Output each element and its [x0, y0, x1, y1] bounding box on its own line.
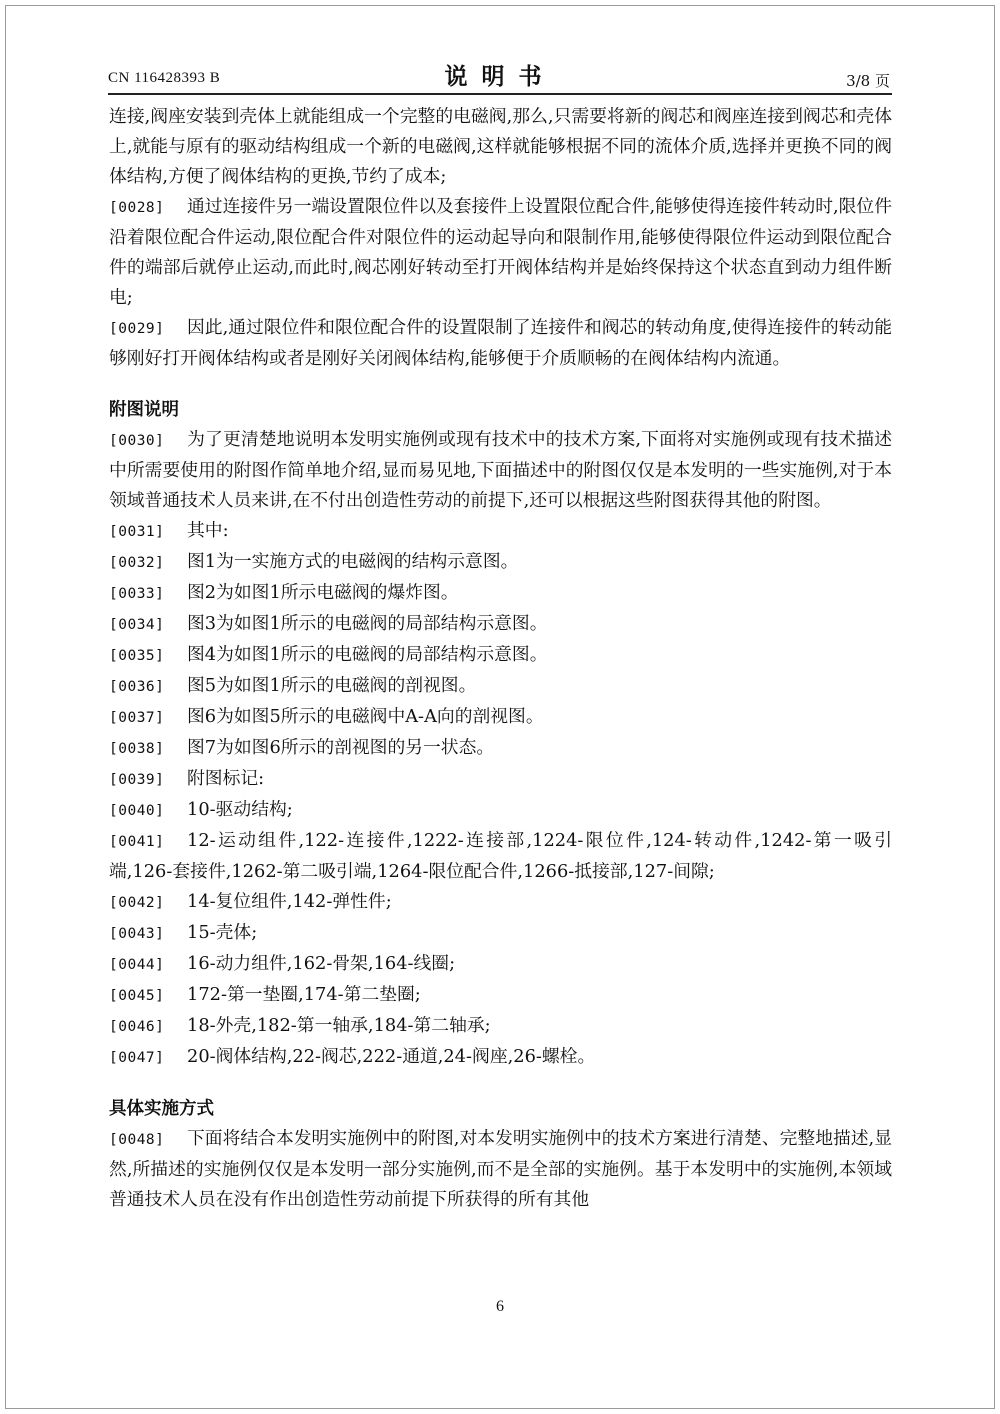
- paragraph: [109, 102, 892, 192]
- paragraph: [109, 425, 892, 516]
- paragraph: [109, 671, 892, 702]
- paragraph-number: [0036]: [109, 679, 165, 695]
- section-heading: 附图说明: [109, 400, 179, 420]
- paragraph-text: 15-壳体;: [187, 922, 258, 943]
- paragraph-text: 14-复位组件,142-弹性件;: [187, 891, 392, 912]
- paragraph-text: 下面将结合本发明实施例中的附图,对本发明实施例中的技术方案进行清楚、完整地描述,显然,所描述的实施例仅仅是本发明一部分实施例,而不是全部的实施例。基于本发明中的实施例,本领域普通技术人员在没有作出创造性劳动前提下所获得的所有其他: [109, 1128, 892, 1210]
- paragraph-number: [0029]: [109, 321, 165, 337]
- section-gap: [109, 374, 892, 395]
- paragraph-number: [0034]: [109, 617, 165, 633]
- paragraph-text: 172-第一垫圈,174-第二垫圈;: [187, 984, 421, 1005]
- paragraph-number: [0039]: [109, 772, 165, 788]
- paragraph-number: [0038]: [109, 741, 165, 757]
- paragraph: [109, 887, 892, 918]
- paragraph-number: [0048]: [109, 1132, 165, 1148]
- paragraph-text: 为了更清楚地说明本发明实施例或现有技术中的技术方案,下面将对实施例或现有技术描述中所需要使用的附图作简单地介绍,显而易见地,下面描述中的附图仅仅是本发明的一些实施例,对于本领域普通技术人员来讲,在不付出创造性劳动的前提下,还可以根据这些附图获得其他的附图。: [109, 429, 892, 511]
- paragraph: [109, 1124, 892, 1215]
- paragraph-number: [0044]: [109, 957, 165, 973]
- paragraph: [109, 1011, 892, 1042]
- paragraph-number: [0035]: [109, 648, 165, 664]
- section-gap: [109, 1073, 892, 1094]
- paragraph: [109, 795, 892, 826]
- paragraph-number: [0045]: [109, 988, 165, 1004]
- paragraph-text: 图4为如图1所示的电磁阀的局部结构示意图。: [187, 644, 548, 665]
- paragraph: [109, 313, 892, 374]
- paragraph-number: [0042]: [109, 895, 165, 911]
- paragraph-text: 附图标记:: [187, 768, 265, 789]
- paragraph: [109, 702, 892, 733]
- paragraph-text: 图7为如图6所示的剖视图的另一状态。: [187, 737, 495, 758]
- paragraph-text: 因此,通过限位件和限位配合件的设置限制了连接件和阀芯的转动角度,使得连接件的转动能够刚好打开阀体结构或者是刚好关闭阀体结构,能够便于介质顺畅的在阀体结构内流通。: [109, 317, 892, 369]
- paragraph: [109, 640, 892, 671]
- document-body: [109, 102, 892, 1215]
- paragraph-text: 图5为如图1所示的电磁阀的剖视图。: [187, 675, 477, 696]
- paragraph: [109, 980, 892, 1011]
- paragraph: [109, 733, 892, 764]
- paragraph: [109, 1042, 892, 1073]
- paragraph-number: [0041]: [109, 834, 165, 850]
- paragraph: [109, 609, 892, 640]
- paragraph-number: [0047]: [109, 1050, 165, 1066]
- paragraph-text: 连接,阀座安装到壳体上就能组成一个完整的电磁阀,那么,只需要将新的阀芯和阀座连接到阀芯和壳体上,就能与原有的驱动结构组成一个新的电磁阀,这样就能够根据不同的流体介质,选择并更换不同的阀体结构,方便了阀体结构的更换,节约了成本;: [109, 106, 892, 187]
- paragraph: [109, 764, 892, 795]
- paragraph-text: 通过连接件另一端设置限位件以及套接件上设置限位配合件,能够使得连接件转动时,限位件沿着限位配合件运动,限位配合件对限位件的运动起导向和限制作用,能够使得限位件运动到限位配合件的端部后就停止运动,而此时,阀芯刚好转动至打开阀体结构并是始终保持这个状态直到动力组件断电;: [109, 196, 892, 308]
- patent-number: CN 116428393 B: [108, 70, 221, 86]
- paragraph: [109, 192, 892, 313]
- paragraph-text: 图3为如图1所示的电磁阀的局部结构示意图。: [187, 613, 548, 634]
- paragraph: [109, 547, 892, 578]
- paragraph: [109, 918, 892, 949]
- paragraph: [109, 949, 892, 980]
- paragraph-text: 图1为一实施方式的电磁阀的结构示意图。: [187, 551, 519, 572]
- paragraph: [109, 516, 892, 547]
- page-title: 说明书: [444, 63, 556, 90]
- paragraph-text: 图2为如图1所示电磁阀的爆炸图。: [187, 582, 459, 603]
- page-indicator: 3/8 页: [846, 72, 890, 90]
- paragraph-text: 图6为如图5所示的电磁阀中A-A向的剖视图。: [187, 706, 544, 727]
- paragraph: [109, 578, 892, 609]
- paragraph-number: [0043]: [109, 926, 165, 942]
- paragraph-number: [0031]: [109, 524, 165, 540]
- paragraph-text: 10-驱动结构;: [187, 799, 293, 820]
- paragraph-number: [0037]: [109, 710, 165, 726]
- page-number: 6: [496, 1298, 504, 1315]
- paragraph: [109, 826, 892, 887]
- paragraph-text: 18-外壳,182-第一轴承,184-第二轴承;: [187, 1015, 491, 1036]
- paragraph-text: 12-运动组件,122-连接件,1222-连接部,1224-限位件,124-转动件,1242-第一吸引端,126-套接件,1262-第二吸引端,1264-限位配合件,1266-抵接部,127-间隙;: [109, 830, 892, 882]
- paragraph-number: [0046]: [109, 1019, 165, 1035]
- section-heading: 具体实施方式: [109, 1099, 214, 1119]
- paragraph-number: [0040]: [109, 803, 165, 819]
- paragraph-text: 20-阀体结构,22-阀芯,222-通道,24-阀座,26-螺栓。: [187, 1046, 596, 1067]
- paragraph-text: 16-动力组件,162-骨架,164-线圈;: [187, 953, 456, 974]
- paragraph-number: [0028]: [109, 200, 165, 216]
- paragraph-number: [0032]: [109, 555, 165, 571]
- paragraph-number: [0030]: [109, 433, 165, 449]
- paragraph-text: 其中:: [187, 520, 229, 541]
- paragraph-number: [0033]: [109, 586, 165, 602]
- header-divider: [108, 93, 892, 95]
